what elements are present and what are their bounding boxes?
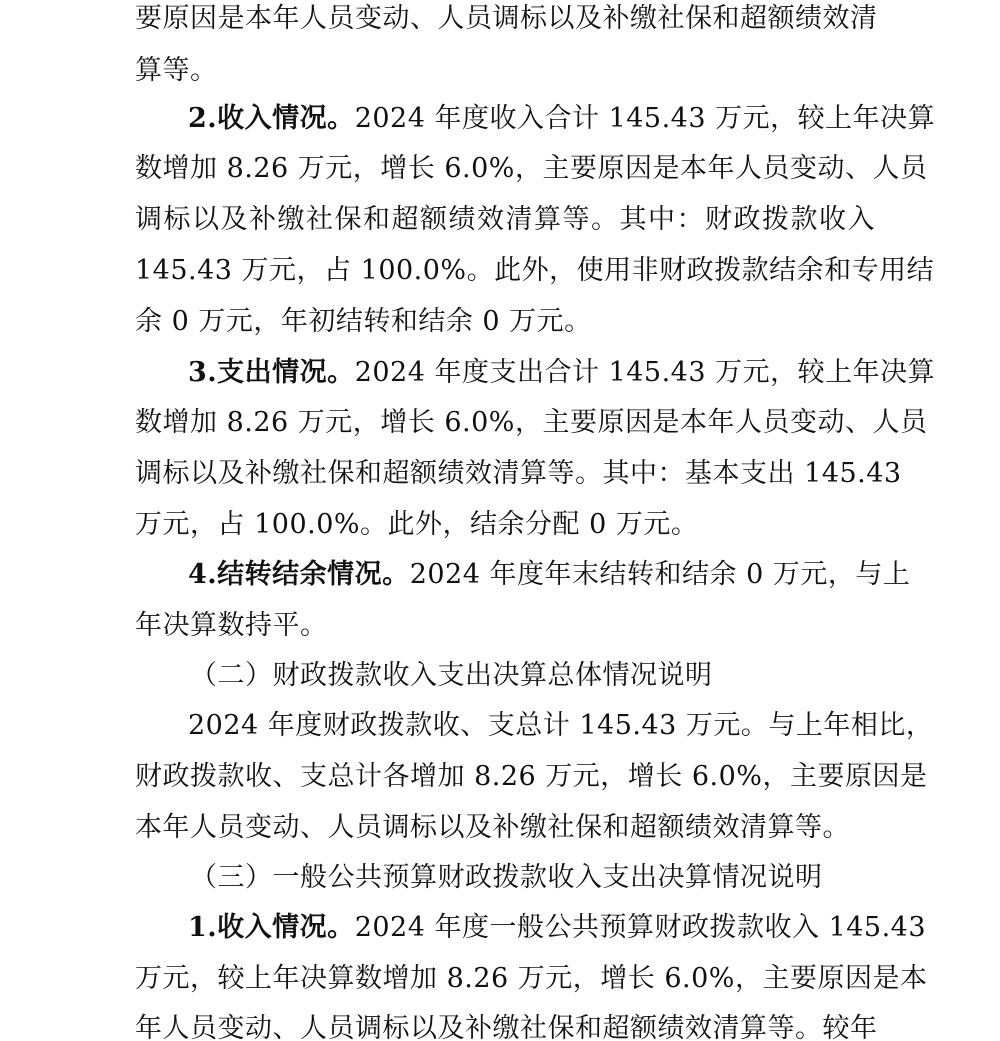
text-line: 2024 年度财政拨款收、支总计 145.43 万元。与上年相比，: [188, 710, 934, 741]
section-heading: 3.支出情况。: [188, 357, 355, 388]
text-span: 2024 年度年末结转和结余 0 万元，与上: [409, 559, 911, 590]
text-line: 万元，占 100.0%。此外，结余分配 0 万元。: [135, 509, 699, 540]
text-line: 年人员变动、人员调标以及补缴社保和超额绩效清算等。较年: [135, 1013, 878, 1041]
text-span: 2024 年度支出合计 145.43 万元，较上年决算: [354, 357, 936, 388]
paragraph-income: [188, 102, 936, 136]
text-line: 数增加 8.26 万元，增长 6.0%，主要原因是本年人员变动、人员: [135, 407, 928, 438]
section-heading: 1.收入情况。: [188, 912, 355, 943]
text-line: 要原因是本年人员变动、人员调标以及补缴社保和超额绩效清: [135, 3, 878, 34]
text-line: 调标以及补缴社保和超额绩效清算等。其中：财政拨款收入: [135, 204, 875, 235]
text-span: 2024 年度一般公共预算财政拨款收入 145.43: [354, 912, 927, 943]
subsection-heading: （二）财政拨款收入支出决算总体情况说明: [190, 660, 713, 691]
section-heading: 4.结转结余情况。: [188, 559, 410, 590]
paragraph-carryover: [188, 558, 911, 592]
text-line: 财政拨款收、支总计各增加 8.26 万元，增长 6.0%，主要原因是: [135, 761, 928, 792]
text-line: 年决算数持平。: [135, 610, 328, 641]
subsection-heading: （三）一般公共预算财政拨款收入支出决算情况说明: [190, 862, 823, 893]
text-line: 数增加 8.26 万元，增长 6.0%，主要原因是本年人员变动、人员: [135, 153, 928, 184]
paragraph-general-income: [188, 911, 927, 945]
text-line: 算等。: [135, 55, 218, 86]
text-line: 145.43 万元，占 100.0%。此外，使用非财政拨款结余和专用结: [135, 255, 935, 286]
text-span: 2024 年度收入合计 145.43 万元，较上年决算: [354, 103, 936, 134]
text-line: 余 0 万元，年初结转和结余 0 万元。: [135, 306, 592, 337]
text-line: 调标以及补缴社保和超额绩效清算等。其中：基本支出 145.43: [135, 458, 902, 489]
paragraph-expense: [188, 356, 936, 390]
section-heading: 2.收入情况。: [188, 103, 355, 134]
text-line: 万元，较上年决算数增加 8.26 万元，增长 6.0%，主要原因是本: [135, 963, 928, 994]
text-line: 本年人员变动、人员调标以及补缴社保和超额绩效清算等。: [135, 812, 850, 843]
